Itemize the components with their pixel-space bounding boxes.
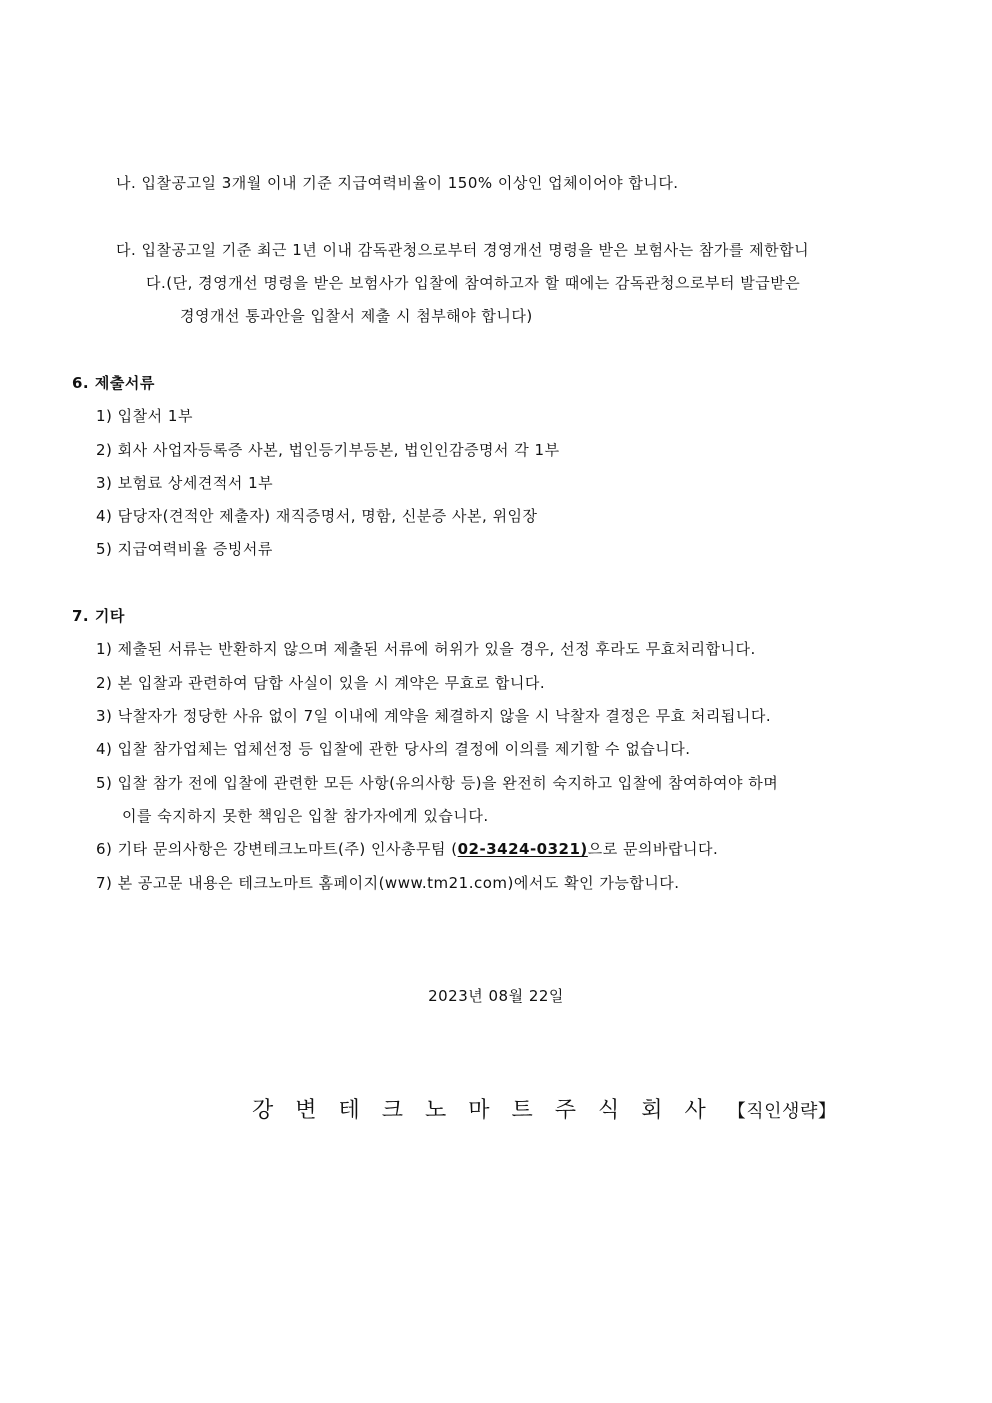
eligibility-item-da-line2: 다.(단, 경영개선 명령을 받은 보험사가 입찰에 참여하고자 할 때에는 감독관청으로부터 발급받은 [146, 274, 801, 292]
section6-item: 5) 지급여력비율 증빙서류 [96, 540, 273, 558]
announcement-date: 2023년 08월 22일 [428, 987, 564, 1005]
section6-item: 4) 담당자(견적안 제출자) 재직증명서, 명함, 신분증 사본, 위임장 [96, 507, 538, 525]
eligibility-item-na: 나. 입찰공고일 3개월 이내 기준 지급여력비율이 150% 이상인 업체이어야 합니다. [116, 174, 679, 192]
company-name: 강변테크노마트주식회사 [252, 1098, 728, 1123]
company-signature [252, 1098, 836, 1124]
section7-item-continuation: 이를 숙지하지 못한 책임은 입찰 참가자에게 있습니다. [122, 807, 489, 825]
section7-item: 4) 입찰 참가업체는 업체선정 등 입찰에 관한 당사의 결정에 이의를 제기할 수 없습니다. [96, 740, 691, 758]
section6-item: 3) 보험료 상세견적서 1부 [96, 474, 274, 492]
section7-item: 1) 제출된 서류는 반환하지 않으며 제출된 서류에 허위가 있을 경우, 선정 후라도 무효처리합니다. [96, 640, 756, 658]
section7-title: 7. 기타 [72, 607, 125, 625]
section6-item: 2) 회사 사업자등록증 사본, 법인등기부등본, 법인인감증명서 각 1부 [96, 441, 560, 459]
contact-prefix: 6) 기타 문의사항은 강변테크노마트(주) 인사총무팀 ( [96, 840, 458, 858]
section7-item: 3) 낙찰자가 정당한 사유 없이 7일 이내에 계약을 체결하지 않을 시 낙찰자 결정은 무효 처리됩니다. [96, 707, 772, 725]
contact-phone-number: 02-3424-0321) [457, 840, 588, 858]
section7-item-website: 7) 본 공고문 내용은 테크노마트 홈페이지(www.tm21.com)에서도 확인 가능합니다. [96, 874, 680, 892]
eligibility-item-da-line3: 경영개선 통과안을 입찰서 제출 시 첨부해야 합니다) [180, 307, 533, 325]
seal-omitted-note: 【직인생략】 [727, 1101, 837, 1122]
section7-item: 5) 입찰 참가 전에 입찰에 관련한 모든 사항(유의사항 등)을 완전히 숙지하고 입찰에 참여하여야 하며 [96, 774, 779, 792]
contact-suffix: 으로 문의바랍니다. [587, 840, 719, 858]
eligibility-item-da-line1: 다. 입찰공고일 기준 최근 1년 이내 감독관청으로부터 경영개선 명령을 받은 보험사는 참가를 제한합니 [116, 241, 810, 259]
section7-item-contact [96, 840, 718, 858]
section7-item: 2) 본 입찰과 관련하여 담합 사실이 있을 시 계약은 무효로 합니다. [96, 674, 546, 692]
section6-title: 6. 제출서류 [72, 374, 155, 392]
section6-item: 1) 입찰서 1부 [96, 407, 193, 425]
